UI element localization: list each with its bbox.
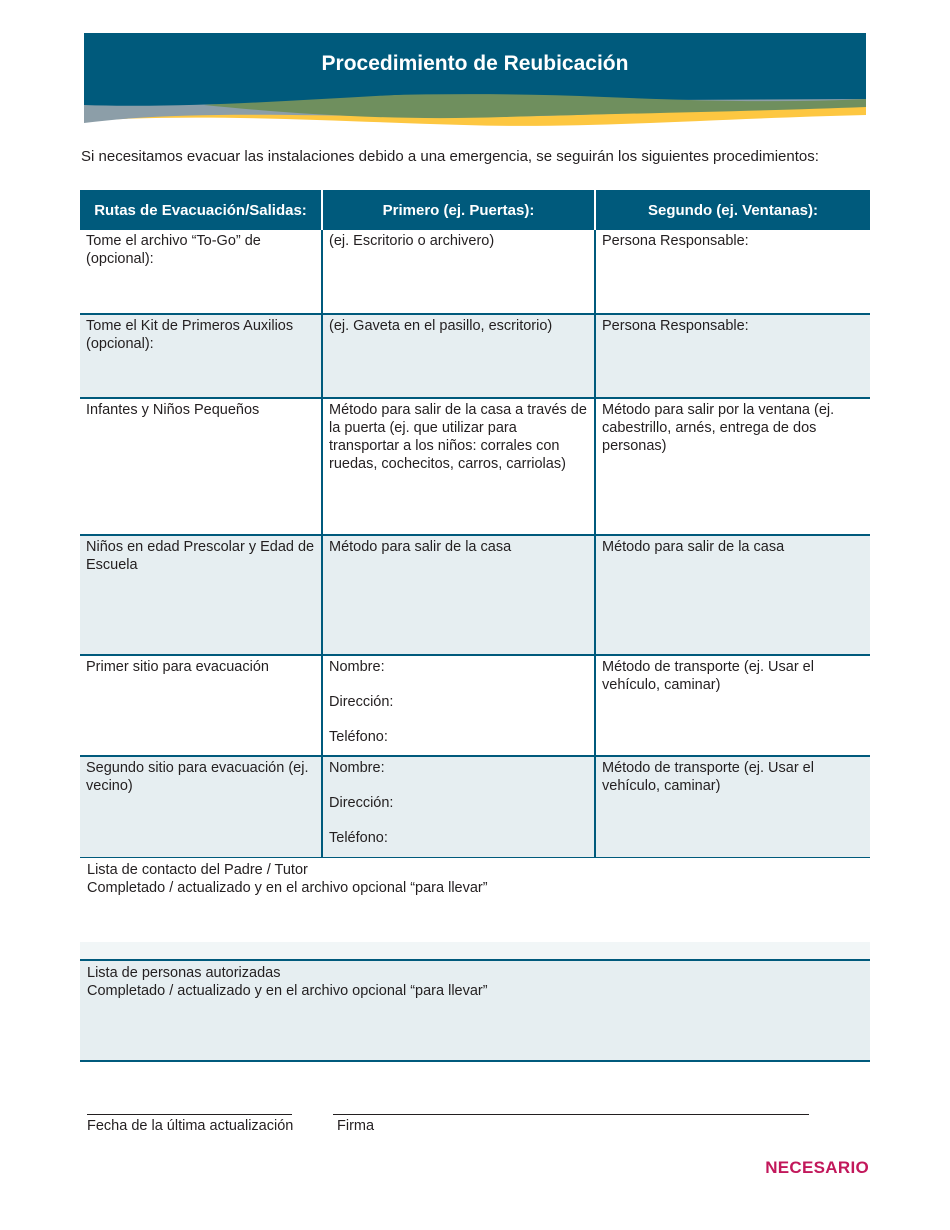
second-option-cell[interactable]: Método de transporte (ej. Usar el vehículo, caminar): [595, 756, 870, 858]
date-label: Fecha de la última actualización: [87, 1118, 294, 1134]
phone-label: Teléfono:: [329, 830, 388, 846]
note-status: Completado / actualizado y en el archivo opcional “para llevar”: [87, 983, 488, 999]
second-option-cell[interactable]: Persona Responsable:: [595, 314, 870, 398]
table-row: [80, 655, 870, 756]
row-label-cell: Niños en edad Prescolar y Edad de Escuela: [80, 535, 322, 655]
note-status: Completado / actualizado y en el archivo opcional “para llevar”: [87, 880, 488, 896]
name-label: Nombre:: [329, 760, 385, 776]
table-row: [80, 756, 870, 858]
note-title: Lista de contacto del Padre / Tutor: [87, 862, 308, 878]
table-header-row: [80, 190, 870, 230]
table-row: [80, 398, 870, 535]
note-title: Lista de personas autorizadas: [87, 965, 281, 981]
date-signature-line[interactable]: [87, 1114, 292, 1115]
table-row: [80, 314, 870, 398]
address-label: Dirección:: [329, 795, 394, 811]
cell-text: (ej. Gaveta en el pasillo, escritorio): [329, 318, 553, 334]
first-option-cell[interactable]: [322, 314, 595, 398]
header-wave-graphic: [84, 33, 866, 128]
second-option-cell[interactable]: Persona Responsable:: [595, 230, 870, 314]
required-label: NECESARIO: [765, 1158, 869, 1177]
evacuation-table: [80, 190, 870, 859]
cell-text: Método para salir de la casa: [329, 539, 512, 555]
page-title: Procedimiento de Reubicación: [321, 52, 629, 75]
column-header-second: Segundo (ej. Ventanas):: [595, 190, 870, 230]
first-option-cell[interactable]: [322, 535, 595, 655]
authorized-persons-list-box[interactable]: [80, 959, 870, 1062]
cell-text: (ej. Escritorio o archivero): [329, 233, 495, 249]
table-row: [80, 535, 870, 655]
row-label-cell: Infantes y Niños Pequeños: [80, 398, 322, 535]
header-banner: [84, 33, 866, 128]
first-option-cell[interactable]: [322, 655, 595, 756]
signature-line[interactable]: [333, 1114, 809, 1115]
first-option-cell[interactable]: [322, 756, 595, 858]
row-label-cell: Tome el Kit de Primeros Auxilios (opcional):: [80, 314, 322, 398]
first-option-cell[interactable]: [322, 398, 595, 535]
row-label-cell: Segundo sitio para evacuación (ej. vecino): [80, 756, 322, 858]
signature-label: Firma: [337, 1118, 375, 1134]
second-option-cell[interactable]: Método para salir por la ventana (ej. cabestrillo, arnés, entrega de dos personas): [595, 398, 870, 535]
second-option-cell[interactable]: Método de transporte (ej. Usar el vehículo, caminar): [595, 655, 870, 756]
intro-text: Si necesitamos evacuar las instalaciones debido a una emergencia, se seguirán los siguientes procedimientos:: [81, 148, 819, 165]
name-label: Nombre:: [329, 659, 385, 675]
cell-text: Método para salir de la casa a través de la puerta (ej. que utilizar para transportar a los niños: corrales con ruedas, cochecitos, carros, carriolas): [329, 402, 587, 472]
second-option-cell[interactable]: Método para salir de la casa: [595, 535, 870, 655]
column-header-first: Primero (ej. Puertas):: [322, 190, 595, 230]
row-label-cell: Primer sitio para evacuación: [80, 655, 322, 756]
column-header-routes: Rutas de Evacuación/Salidas:: [80, 190, 322, 230]
first-option-cell[interactable]: [322, 230, 595, 314]
phone-label: Teléfono:: [329, 729, 388, 745]
row-label-cell: Tome el archivo “To-Go” de (opcional):: [80, 230, 322, 314]
table-row: [80, 230, 870, 314]
parent-contact-list-box[interactable]: [80, 858, 870, 960]
address-label: Dirección:: [329, 694, 394, 710]
